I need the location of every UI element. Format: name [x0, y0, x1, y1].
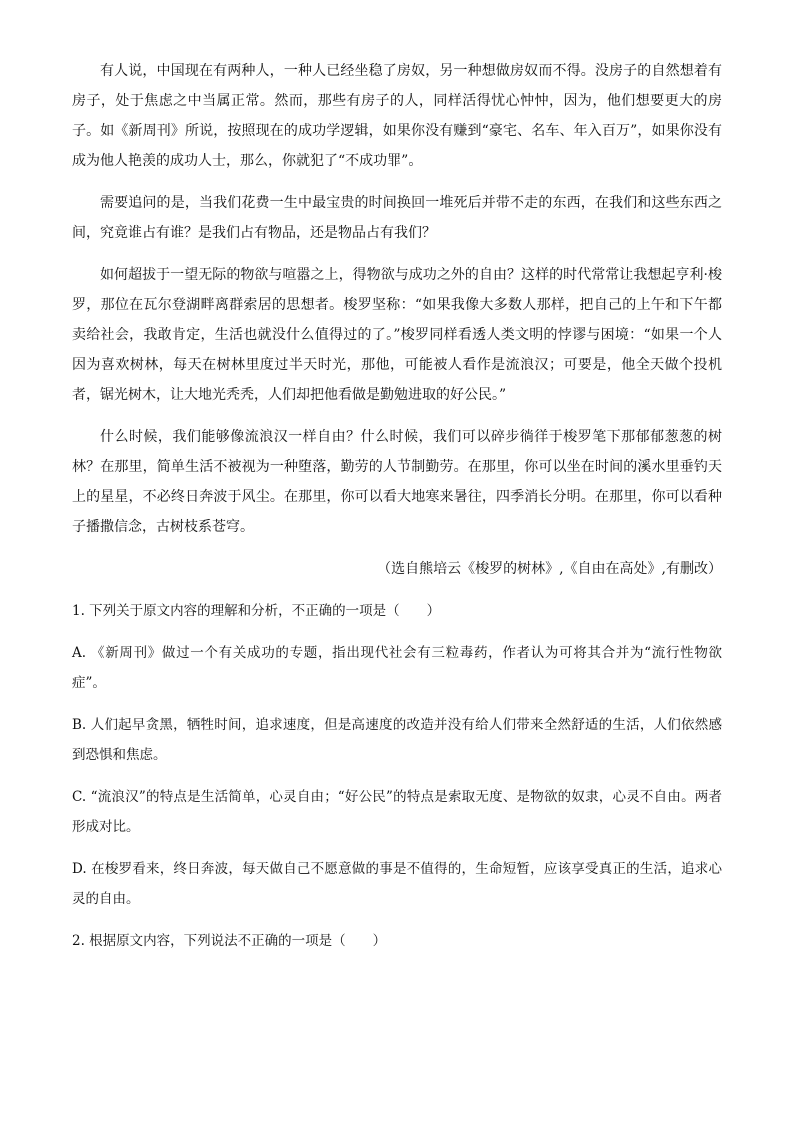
- passage-source: （选自熊培云《梭罗的树林》,《自由在高处》,有删改）: [377, 561, 722, 577]
- passage-paragraph-2: 需要追问的是，当我们花费一生中最宝贵的时间换回一堆死后并带不走的东西，在我们和这些东西之间，究竟谁占有谁？是我们占有物品，还是物品占有我们？: [72, 195, 722, 241]
- question-1-option-c: C. “流浪汉”的特点是生活简单，心灵自由；“好公民”的特点是索取无度、是物欲的奴隶，心灵不自由。两者形成对比。: [72, 789, 722, 835]
- question-1-option-b: B. 人们起早贪黑，牺牲时间，追求速度，但是高速度的改造并没有给人们带来全然舒适的生活，人们依然感到恐惧和焦虑。: [72, 717, 722, 763]
- document-page: [72, 56, 722, 968]
- question-2-stem: 2. 根据原文内容，下列说法不正确的一项是（ ）: [72, 933, 387, 949]
- question-1-stem: 1. 下列关于原文内容的理解和分析，不正确的一项是（ ）: [72, 603, 441, 619]
- question-1-option-a: A. 《新周刊》做过一个有关成功的专题，指出现代社会有三粒毒药，作者认为可将其合并为“流行性物欲症”。: [72, 645, 722, 691]
- passage-paragraph-4: 什么时候，我们能够像流浪汉一样自由？什么时候，我们可以碎步徜徉于梭罗笔下那郁郁葱葱的树林？在那里，简单生活不被视为一种堕落，勤劳的人节制勤劳。在那里，你可以坐在时间的溪水里垂钓天上的星星，不必终日奔波于风尘。在那里，你可以看大地寒来暑往，四季消长分明。在那里，你可以看种子播撒信念，古树枝系苍穹。: [72, 429, 722, 535]
- question-1-option-d: D. 在梭罗看来，终日奔波，每天做自己不愿意做的事是不值得的，生命短暂，应该享受真正的生活，追求心灵的自由。: [72, 861, 722, 907]
- passage-paragraph-1: 有人说，中国现在有两种人，一种人已经坐稳了房奴，另一种想做房奴而不得。没房子的自然想着有房子，处于焦虑之中当属正常。然而，那些有房子的人，同样活得忧心忡忡，因为，他们想要更大的房子。如《新周刊》所说，按照现在的成功学逻辑，如果你没有赚到“豪宅、名车、年入百万”，如果你没有成为他人艳羡的成功人士，那么，你就犯了“不成功罪”。: [72, 63, 722, 169]
- passage-paragraph-3: 如何超拔于一望无际的物欲与喧嚣之上，得物欲与成功之外的自由？这样的时代常常让我想起亨利·梭罗，那位在瓦尔登湖畔离群索居的思想者。梭罗坚称：“如果我像大多数人那样，把自己的上午和下午都卖给社会，我敢肯定，生活也就没什么值得过的了。”梭罗同样看透人类文明的悖谬与困境：“如果一个人因为喜欢树林，每天在树林里度过半天时光，那他，可能被人看作是流浪汉；可要是，他全天做个投机者，锯光树木，让大地光秃秃，人们却把他看做是勤勉进取的好公民。”: [72, 267, 722, 403]
